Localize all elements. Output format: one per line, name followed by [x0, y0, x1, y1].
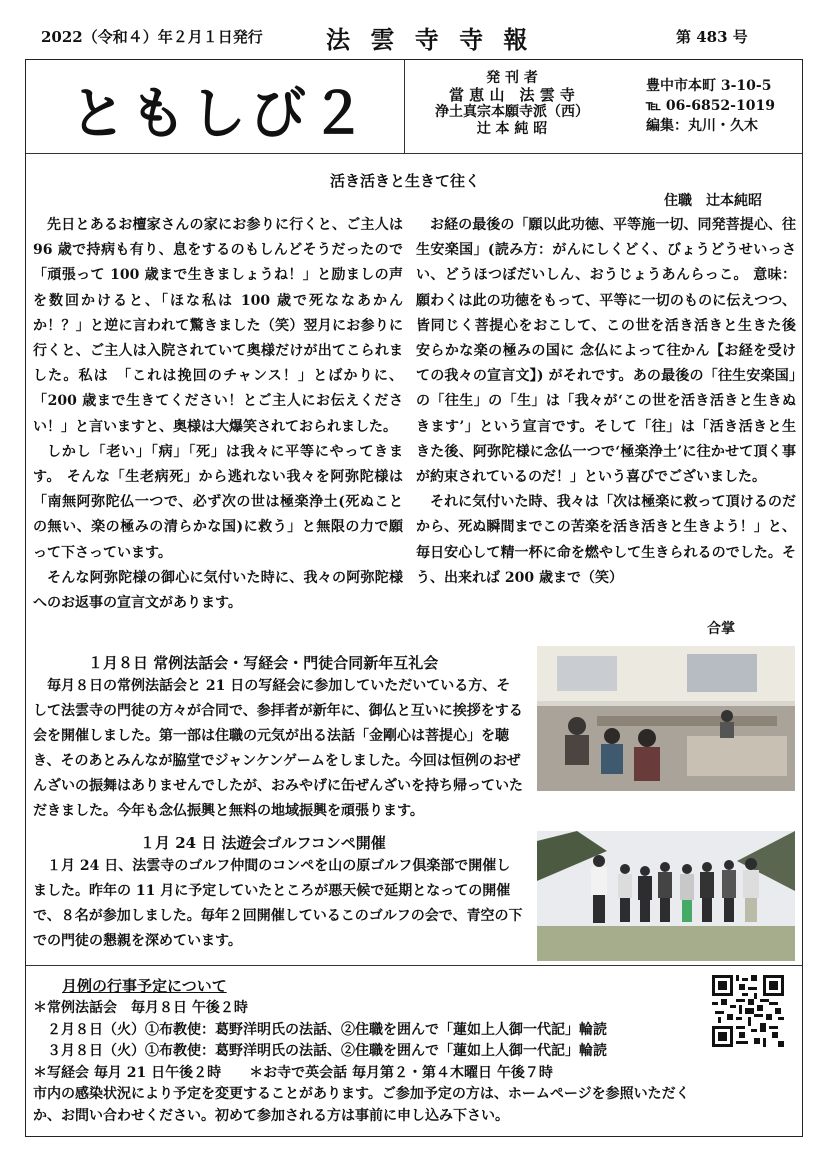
main-article-title: 活き活きと生きて往く [330, 172, 481, 190]
author-name: 辻 本 純 昭 [476, 121, 548, 137]
contact-block [646, 76, 775, 136]
paragraph: そんな阿弥陀様の御心に気付いた時に、我々の阿弥陀様へのお返事の宣言文があります。 [33, 569, 403, 612]
paragraph: それに気付いた時、我々は「次は極楽に救って頂けるのだから、死ぬ瞬間までこの苦楽を活き活きと生きよう！」と、毎日安心して精一杯に命を燃やして生きられるのでした。そう、出来れば 200 歳まで（笑） [416, 494, 796, 586]
paragraph: お経の最後の「願以此功徳、平等施一切、同発菩提心、往生安楽国」(読み方：がんにしくどく、びょうどうせいっさい、どうほつぼだいしん、おうじょうあんらっこ。 意味：願わくは此の功徳をもって、平等に一切のものに伝えつつ、皆同じく菩提心をおこして、この世を活き活きと生きた後 安らかな楽の極みの国に 念仏によって往かん【お経を受けての我々の宣言文】) がそれです。あの最後の「往生安楽国」の「往生」の「生」は「我々が‘この世を活き活きと生きぬきます’」という宣言です。そして「往」は「活き活きと生きた後、阿弥陀様に念仏一つで‘極楽浄土’に往かせて頂く事が約束されているのだ！」という喜びでございました。 [416, 217, 796, 486]
newyear-photo [537, 646, 795, 791]
newyear-article-title: １月８日 常例法話会・写経会・門徒合同新年互礼会 [88, 654, 439, 672]
schedule-line: ＊常例法話会 毎月８日 午後２時 [33, 1000, 248, 1016]
paper-title: 法 雲 寺 寺 報 [326, 25, 534, 54]
paragraph: しかし「老い」「病」「死」は我々に平等にやってきます。 そんな「生老病死」から逃れない我々を阿弥陀様は「南無阿弥陀仏一つで、必ず次の世は極楽浄土(死ぬことの無い、楽の極みの清らかな国)に救う」と無限の力で願って下さっています。 [33, 443, 403, 561]
newyear-article-body [33, 674, 523, 824]
sect-name: 浄土真宗本願寺派（西） [435, 104, 589, 120]
temple-name: 當 恵 山 法 雲 寺 [449, 86, 575, 104]
qr-code-icon[interactable] [712, 975, 784, 1047]
schedule-line: ３月８日（火）①布教使：葛野洋明氏の法話、②住職を囲んで「蓮如上人御一代記」輪読 [47, 1043, 607, 1059]
main-article-byline: 住職 辻本純昭 [664, 193, 762, 209]
closing-gassho: 合掌 [707, 621, 735, 637]
schedule-list [33, 998, 703, 1127]
paragraph: １月 24 日、法雲寺のゴルフ仲間のコンペを山の原ゴルフ倶楽部で開催しました。昨年の 11 月に予定していたところが悪天候で延期となっての開催で、８名が参加しました。毎年２回開催しているこのゴルフの会で、青空の下での門徒の懇親を深めています。 [33, 858, 523, 949]
schedule-title: 月例の行事予定について [62, 977, 227, 995]
golf-article-title: １月 24 日 法遊会ゴルフコンペ開催 [140, 834, 386, 852]
newsletter-logo: ともしび２ [70, 82, 370, 147]
schedule-line: ＊写経会 毎月 21 日午後２時 ＊お寺で英会話 毎月第２・第４木曜日 午後７時 [33, 1064, 553, 1081]
paragraph: 先日とあるお檀家さんの家にお参りに行くと、ご主人は 96 歳で持病も有り、息をするのもしんどそうだったので「頑張って 100 歳まで生きましょうね！」と励ましの声を数回かけると、「ほな私は 100 歳で死ななあかんか！？」と逆に言われて驚きました（笑）翌月にお参りに行くと、ご主人は入院されていて奥様だけが出てこられました。私は 「これは挽回のチャンス！」とばかりに、「200 歳まで生きてください！とご主人にお伝えください！」と言いますと、奥様は大爆笑されておられました。 [33, 217, 403, 435]
editors: 編集：丸川・久木 [646, 118, 758, 134]
golf-photo [537, 831, 795, 961]
schedule-divider [26, 965, 802, 966]
masthead-divider [26, 153, 802, 154]
paragraph: 毎月８日の常例法話会と 21 日の写経会に参加していただいている方、そして法雲寺の門徒の方々が合同で、参拝者が新年に、御仏と互いに挨拶をする会を開催しました。第一部は住職の元気が出る法話「金剛心は菩提心」を聴き、そのあとみんなが脇堂でジャンケンゲームをしました。今回は恒例のおぜんざいの振舞はありませんでしたが、おみやげに缶ぜんざいを持ち帰っていただきました。今年も念仏振興と無料の地域振興を頑張ります。 [33, 678, 523, 819]
schedule-notice: 市内の感染状況により予定を変更することがあります。ご参加予定の方は、ホームページを参照いただくか、お問い合わせください。初めて参加される方は事前に申し込み下さい。 [33, 1086, 690, 1124]
masthead-divider-v [404, 60, 405, 153]
address: 豊中市本町 3-10-5 [646, 78, 772, 94]
main-article-right-column [416, 213, 796, 591]
publisher-label: 発 刊 者 [486, 70, 538, 86]
schedule-line: ２月８日（火）①布教使：葛野洋明氏の法話、②住職を囲んで「蓮如上人御一代記」輪読 [47, 1021, 607, 1038]
publisher-block [412, 70, 612, 138]
main-article-left-column [33, 213, 403, 616]
issue-date: 2022（令和４）年２月１日発行 [41, 28, 263, 46]
issue-number: 第 483 号 [676, 28, 748, 46]
golf-article-body [33, 854, 523, 954]
phone: ℡ 06-6852-1019 [646, 98, 775, 114]
